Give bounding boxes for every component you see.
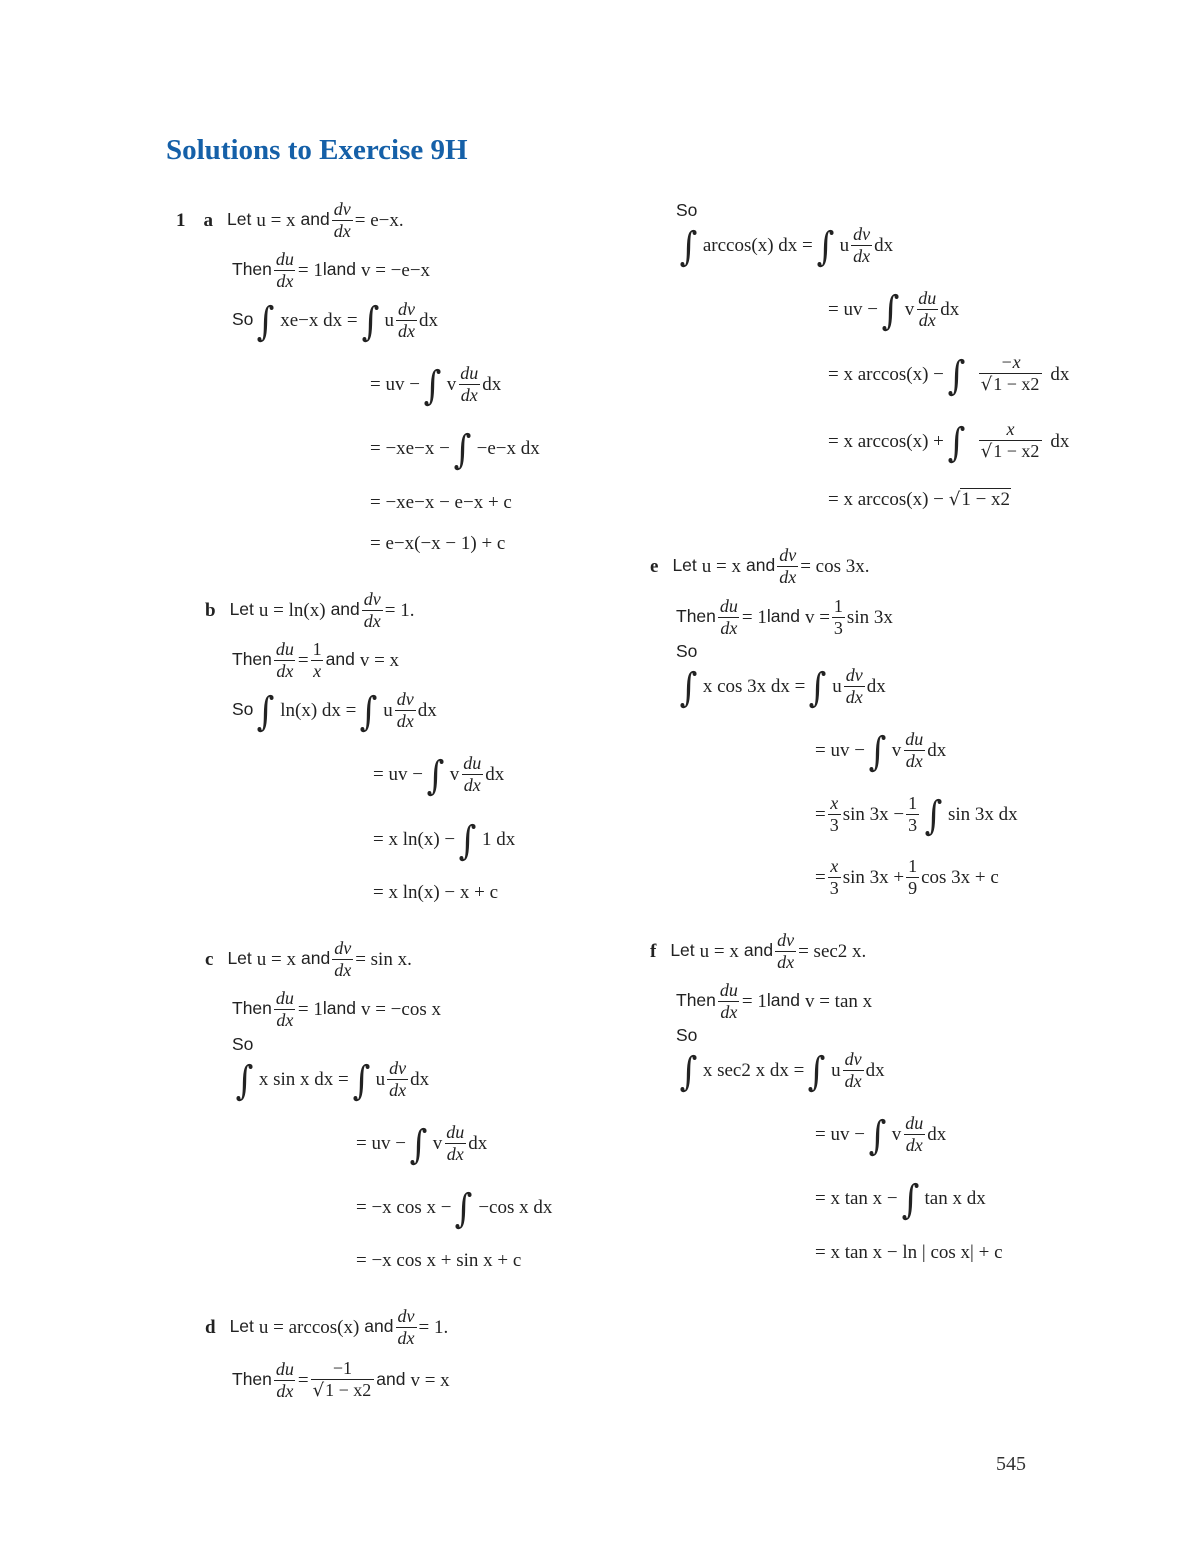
- then-word: Then: [232, 998, 272, 1019]
- sqrt-expression: √1 − x2: [948, 488, 1011, 510]
- integral-body: −cos x dx: [478, 1196, 553, 1218]
- then-word: Then: [676, 606, 716, 627]
- v-definition: v = −cos x: [360, 998, 441, 1020]
- dx-term: dx: [410, 1068, 430, 1090]
- so-word: So: [676, 641, 698, 661]
- step-expression: = x ln(x) − x + c: [373, 881, 499, 903]
- part-b-then-line: [232, 636, 399, 684]
- let-word: Let: [229, 1316, 254, 1337]
- sqrt-fraction: $\frac{x}{√1 - x2}$: [979, 420, 1043, 462]
- part-c-let-line: [205, 935, 412, 983]
- part-b-step-3: [373, 868, 498, 916]
- v-factor: v: [904, 298, 915, 320]
- uv-term: = uv −: [356, 1132, 406, 1154]
- dv-dx-fraction: $\frac{dv}{dx}$: [777, 929, 795, 972]
- v-definition: v = x: [359, 649, 400, 671]
- integral-body: tan x dx: [924, 1187, 986, 1209]
- du-dx-fraction: $\frac{du}{dx}$: [275, 1358, 294, 1401]
- integral-sign: ∫: [455, 1186, 473, 1232]
- dv-dx-fraction: $\frac{dv}{dx}$: [396, 688, 414, 731]
- land-word: land: [766, 606, 800, 627]
- equals: =: [815, 803, 826, 825]
- integrand: xe−x dx =: [280, 309, 358, 331]
- du-value: = 1: [297, 998, 323, 1020]
- integral-sign: ∫: [453, 427, 472, 473]
- derivative-fraction: $\frac{-1}{√1 - x2}$: [311, 1359, 375, 1401]
- du-dx-fraction: $\frac{du}{dx}$: [719, 979, 738, 1022]
- part-a-then-line: [232, 246, 430, 294]
- part-d-step-2: [828, 350, 1069, 398]
- integral-sign: ∫: [901, 1177, 919, 1223]
- integral-sign: ∫: [807, 1049, 826, 1095]
- dx-term: dx: [417, 699, 437, 721]
- dx-term: dx: [866, 675, 886, 697]
- integrand: arccos(x) dx =: [702, 234, 813, 256]
- and-word: and: [300, 209, 330, 230]
- dv-value: = sin x.: [355, 948, 412, 970]
- part-c-so-line: [232, 1055, 429, 1103]
- dx-term: dx: [418, 309, 438, 331]
- du-dx-fraction: $\frac{du}{dx}$: [719, 595, 738, 638]
- part-e-then-line: [676, 593, 893, 641]
- one-ninth-fraction: $\frac{1}{9}$: [908, 855, 918, 898]
- u-definition: u = x: [701, 555, 741, 577]
- let-word: Let: [670, 940, 695, 961]
- integrand: x sin x dx =: [258, 1068, 349, 1090]
- part-d-step-1: [828, 285, 959, 333]
- part-f-step-1: [815, 1110, 946, 1158]
- integral-sign: ∫: [808, 665, 827, 711]
- integral-sign: ∫: [359, 689, 378, 735]
- part-e-step-2: [815, 790, 1018, 838]
- uv-term: = uv −: [815, 739, 865, 761]
- integrand: ln(x) dx =: [280, 699, 357, 721]
- dx-term: dx: [485, 763, 505, 785]
- land-word: land: [322, 259, 356, 280]
- step-expression: cos 3x + c: [921, 866, 999, 888]
- land-word: land: [322, 998, 356, 1019]
- du-dx-fraction: $\frac{du}{dx}$: [275, 987, 294, 1030]
- integral-sign: ∫: [868, 1113, 887, 1159]
- part-a-label: a: [203, 209, 213, 231]
- then-word: Then: [232, 1369, 272, 1390]
- step-expression: = −x cos x −: [356, 1196, 452, 1218]
- integral-sign: ∫: [458, 818, 477, 864]
- part-d-so-line: [676, 221, 893, 269]
- dv-dx-fraction: $\frac{dv}{dx}$: [397, 298, 415, 341]
- integral-sign: ∫: [423, 363, 442, 409]
- du-dx-fraction: $\frac{du}{dx}$: [275, 248, 294, 291]
- u-factor: u: [375, 1068, 386, 1090]
- let-word: Let: [672, 555, 697, 576]
- u-definition: u = x: [256, 209, 296, 231]
- dx-term: dx: [468, 1132, 488, 1154]
- x-over-3-fraction: $\frac{x}{3}$: [829, 855, 839, 898]
- integral-sign: ∫: [679, 1049, 698, 1095]
- part-c-then-line: [232, 985, 441, 1033]
- integral-body: 1 dx: [481, 828, 516, 850]
- dv-dx-fraction: $\frac{dv}{dx}$: [779, 544, 797, 587]
- and-word: and: [376, 1369, 406, 1390]
- and-word: and: [330, 599, 360, 620]
- part-d-label: d: [205, 1316, 216, 1338]
- part-b-step-2: [373, 815, 515, 863]
- land-word: land: [766, 990, 800, 1011]
- part-a-so-line: [232, 296, 438, 344]
- dv-value: = 1.: [384, 599, 415, 621]
- step-expression: sin 3x −: [842, 803, 905, 825]
- part-b-let-line: [205, 586, 414, 634]
- part-d-step-3: [828, 417, 1069, 465]
- v-definition: v =: [804, 606, 830, 628]
- then-word: Then: [232, 649, 272, 670]
- integral-sign: ∫: [947, 420, 966, 466]
- u-definition: u = arccos(x): [258, 1316, 360, 1338]
- and-word: and: [300, 948, 331, 969]
- integral-sign: ∫: [924, 793, 943, 839]
- du-dx-fraction: $\frac{du}{dx}$: [905, 1112, 924, 1155]
- uv-term: = uv −: [373, 763, 423, 785]
- integral-sign: ∫: [679, 224, 698, 270]
- part-b-label: b: [205, 599, 216, 621]
- then-word: Then: [232, 259, 272, 280]
- du-value: = 1: [741, 606, 767, 628]
- part-e-label: e: [650, 555, 659, 577]
- dv-dx-fraction: $\frac{dv}{dx}$: [845, 664, 863, 707]
- equals: =: [815, 866, 826, 888]
- part-c-step-1: [356, 1119, 487, 1167]
- and-word: and: [325, 649, 355, 670]
- x-over-3-fraction: $\frac{x}{3}$: [829, 792, 839, 835]
- dv-dx-fraction: $\frac{dv}{dx}$: [333, 198, 351, 241]
- du-dx-fraction: $\frac{du}{dx}$: [463, 752, 482, 795]
- du-dx-fraction: $\frac{du}{dx}$: [460, 362, 479, 405]
- v-definition: v = tan x: [804, 990, 873, 1012]
- u-factor: u: [832, 675, 842, 697]
- page-title: Solutions to Exercise 9H: [166, 134, 468, 166]
- page-number: 545: [996, 1453, 1026, 1475]
- step-expression: = x arccos(x) −: [828, 488, 944, 510]
- integral-sign: ∫: [816, 224, 835, 270]
- so-word: So: [232, 699, 254, 720]
- step-expression: = −xe−x − e−x + c: [370, 491, 512, 513]
- part-f-let-line: [650, 927, 866, 975]
- integral-body: sin 3x dx: [947, 803, 1018, 825]
- and-word: and: [364, 1316, 394, 1337]
- v-factor: v: [446, 373, 457, 395]
- integral-sign: ∫: [679, 665, 698, 711]
- part-d-then-line: [232, 1356, 450, 1404]
- u-definition: u = ln(x): [258, 599, 326, 621]
- part-a-step-2: [370, 424, 540, 472]
- part-f-step-2: [815, 1174, 986, 1222]
- dx-term: dx: [865, 1059, 885, 1081]
- integral-sign: ∫: [361, 299, 379, 345]
- step-expression: = −x cos x + sin x + c: [356, 1249, 522, 1271]
- integrand: x cos 3x dx =: [702, 675, 806, 697]
- integral-sign: ∫: [881, 288, 900, 334]
- dv-dx-fraction: $\frac{dv}{dx}$: [334, 937, 352, 980]
- part-c-step-2: [356, 1183, 552, 1231]
- du-dx-fraction: $\frac{du}{dx}$: [905, 728, 924, 771]
- u-factor: u: [383, 699, 393, 721]
- step-expression: = x arccos(x) +: [828, 430, 944, 452]
- dv-dx-fraction: $\frac{dv}{dx}$: [397, 1305, 415, 1348]
- equals: =: [297, 649, 309, 671]
- v-definition: v = x: [410, 1369, 450, 1391]
- integral-sign: ∫: [352, 1058, 371, 1104]
- integrand: x sec2 x dx =: [702, 1059, 805, 1081]
- dv-value: = sec2 x.: [798, 940, 867, 962]
- and-word: and: [743, 940, 774, 961]
- integral-sign: ∫: [947, 353, 966, 399]
- dv-value: = 1.: [418, 1316, 449, 1338]
- sqrt-fraction: $\frac{-x}{√1 - x2}$: [979, 353, 1043, 395]
- dx-term: dx: [1050, 363, 1070, 385]
- v-factor: v: [891, 739, 902, 761]
- part-e-so-line: [676, 662, 886, 710]
- so-word: So: [676, 200, 698, 220]
- uv-term: = uv −: [815, 1123, 865, 1145]
- step-expression: = x tan x −: [815, 1187, 898, 1209]
- part-e-step-1: [815, 726, 946, 774]
- u-definition: u = x: [256, 948, 296, 970]
- du-value: = 1: [297, 259, 323, 281]
- part-a-step-1: [370, 360, 501, 408]
- step-expression: = −xe−x −: [370, 437, 450, 459]
- dx-term: dx: [482, 373, 502, 395]
- part-f-step-3: [815, 1228, 1003, 1276]
- part-f-so-line: [676, 1046, 885, 1094]
- so-word: So: [232, 1034, 254, 1054]
- dv-dx-fraction: $\frac{dv}{dx}$: [853, 223, 871, 266]
- dv-value: = cos 3x.: [800, 555, 870, 577]
- part-b-step-1: [373, 750, 504, 798]
- dx-term: dx: [927, 739, 947, 761]
- du-dx-fraction: $\frac{du}{dx}$: [918, 287, 937, 330]
- sine-term: sin 3x: [846, 606, 893, 628]
- part-d-step-4: [828, 475, 1011, 523]
- dv-dx-fraction: $\frac{dv}{dx}$: [363, 588, 381, 631]
- part-f-then-line: [676, 977, 872, 1025]
- part-c-label: c: [205, 948, 214, 970]
- integral-sign: ∫: [868, 729, 887, 775]
- part-a-step-4: [370, 519, 505, 567]
- dv-dx-fraction: $\frac{dv}{dx}$: [844, 1048, 862, 1091]
- part-a-let-line: [176, 196, 404, 244]
- let-word: Let: [227, 209, 252, 230]
- part-c-step-3: [356, 1236, 521, 1284]
- u-factor: u: [831, 1059, 841, 1081]
- v-definition: v = −e−x: [360, 259, 431, 281]
- one-third-fraction: $\frac{1}{3}$: [908, 792, 918, 835]
- du-dx-fraction: $\frac{du}{dx}$: [446, 1121, 465, 1164]
- u-definition: u = x: [699, 940, 739, 962]
- and-word: and: [745, 555, 776, 576]
- part-f-label: f: [650, 940, 657, 962]
- part-b-so-line: [232, 686, 437, 734]
- let-word: Let: [229, 599, 254, 620]
- dx-term: dx: [927, 1123, 947, 1145]
- v-factor: v: [449, 763, 460, 785]
- part-d-let-line: [205, 1303, 448, 1351]
- step-expression: = x ln(x) −: [373, 828, 456, 850]
- du-value: = 1: [741, 990, 767, 1012]
- integral-sign: ∫: [256, 299, 275, 345]
- integral-body: −e−x dx: [476, 437, 540, 459]
- so-word: So: [232, 309, 254, 330]
- step-expression: = x tan x − ln | cos x| + c: [815, 1241, 1003, 1263]
- dx-term: dx: [940, 298, 960, 320]
- one-over-x-fraction: $\frac{1}{x}$: [312, 638, 322, 681]
- question-number: 1: [176, 209, 186, 231]
- integral-sign: ∫: [235, 1058, 254, 1104]
- dv-value: = e−x.: [354, 209, 404, 231]
- integral-sign: ∫: [409, 1122, 428, 1168]
- equals: =: [297, 1369, 309, 1391]
- u-factor: u: [384, 309, 394, 331]
- step-expression: = x arccos(x) −: [828, 363, 944, 385]
- let-word: Let: [227, 948, 252, 969]
- so-word: So: [676, 1025, 698, 1045]
- dv-dx-fraction: $\frac{dv}{dx}$: [389, 1057, 407, 1100]
- uv-term: = uv −: [828, 298, 878, 320]
- dx-term: dx: [874, 234, 894, 256]
- uv-term: = uv −: [370, 373, 420, 395]
- dx-term: dx: [1050, 430, 1070, 452]
- step-expression: = e−x(−x − 1) + c: [370, 532, 506, 554]
- integral-sign: ∫: [426, 753, 445, 799]
- v-factor: v: [891, 1123, 902, 1145]
- then-word: Then: [676, 990, 716, 1011]
- u-factor: u: [839, 234, 850, 256]
- v-factor: v: [432, 1132, 443, 1154]
- one-third-fraction: $\frac{1}{3}$: [833, 595, 843, 638]
- part-e-let-line: [650, 542, 869, 590]
- du-dx-fraction: $\frac{du}{dx}$: [275, 638, 294, 681]
- step-expression: sin 3x +: [842, 866, 905, 888]
- part-e-step-3: [815, 853, 999, 901]
- integral-sign: ∫: [256, 689, 275, 735]
